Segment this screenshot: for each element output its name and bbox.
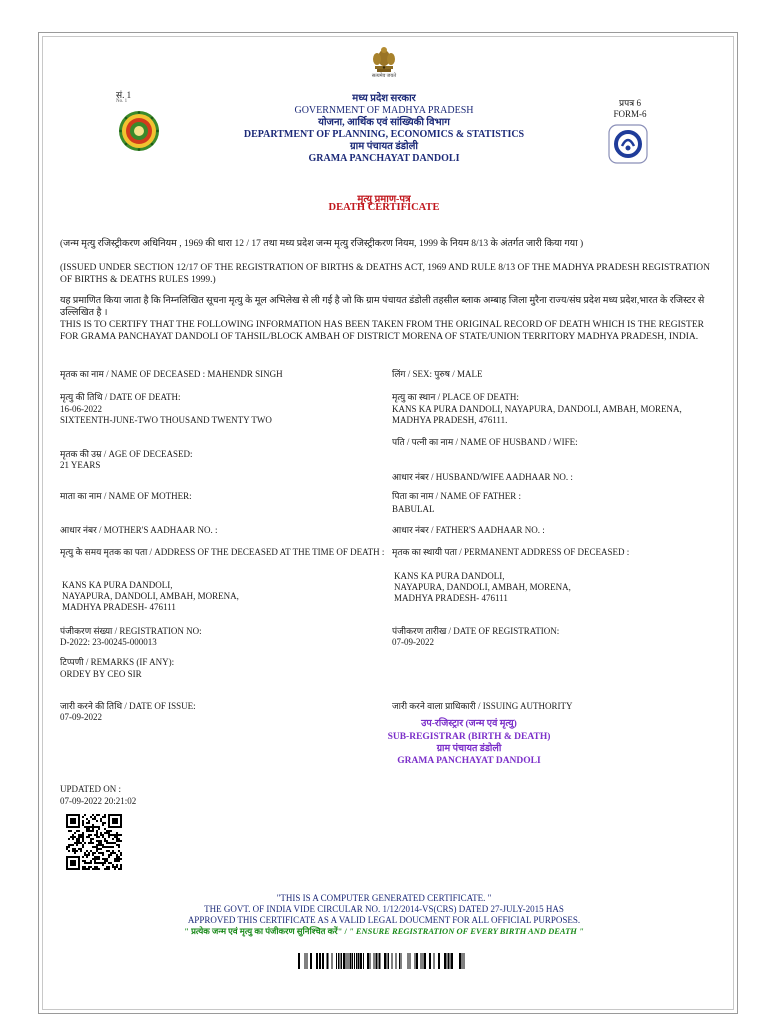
mp-state-logo-icon bbox=[118, 110, 160, 152]
qr-code-icon bbox=[66, 814, 122, 870]
state-name-en: GOVERNMENT OF MADHYA PRADESH bbox=[294, 105, 474, 116]
crs-logo-icon bbox=[608, 124, 648, 164]
footer-line3: APPROVED THIS CERTIFICATE AS A VALID LEGAL DOUCMENT FOR ALL OFFICIAL PURPOSES. bbox=[187, 915, 581, 925]
certify-text-en: THIS IS TO CERTIFY THAT THE FOLLOWING INFORMATION HAS BEEN TAKEN FROM THE ORIGINAL RECORD OF DEATH WHICH IS THE REGISTER FOR GRAMA PANCHAYAT DANDOLI OF TAHSIL/BLOCK AMBAH OF DISTRICT MORENA OF STATE/UNION TERRITORY MADHYA PRADESH, INDIA. bbox=[60, 320, 704, 342]
department-name-hi: योजना, आर्थिक एवं सांख्यिकी विभाग bbox=[318, 117, 450, 128]
sub-registrar-hi: उप-रजिस्ट्रार (जन्म एवं मृत्यु) bbox=[421, 719, 517, 729]
address-at-death-line1: KANS KA PURA DANDOLI, bbox=[62, 580, 173, 590]
certificate-title-en: DEATH CERTIFICATE bbox=[328, 202, 440, 213]
form-number-hi: प्रपत्र 6 bbox=[619, 98, 641, 108]
registration-number-label: पंजीकरण संख्या / REGISTRATION NO: bbox=[60, 626, 202, 636]
mother-name-label: माता का नाम / NAME OF MOTHER: bbox=[60, 491, 192, 501]
father-name-label: पिता का नाम / NAME OF FATHER : bbox=[392, 491, 521, 501]
mother-aadhaar-label: आधार नंबर / MOTHER'S AADHAAR NO. : bbox=[60, 525, 218, 535]
address-at-death-label: मृत्यु के समय मृतक का पता / ADDRESS OF THE DECEASED AT THE TIME OF DEATH : bbox=[60, 547, 385, 557]
date-of-death-label: मृत्यु की तिथि / DATE OF DEATH: bbox=[60, 392, 181, 402]
issued-under-en: (ISSUED UNDER SECTION 12/17 OF THE REGISTRATION OF BIRTHS & DEATHS ACT, 1969 AND RULE 8/13 OF THE MADHYA PRADESH REGISTRATION OF BIRTHS & DEATHS RULES 1999.) bbox=[60, 263, 710, 285]
permanent-address-line2: NAYAPURA, DANDOLI, AMBAH, MORENA, bbox=[394, 582, 571, 592]
age-label: मृतक की उम्र / AGE OF DECEASED: bbox=[60, 449, 193, 459]
sex-field bbox=[392, 369, 482, 380]
slogan-hi: " प्रत्येक जन्म एवं मृत्यु का पंजीकरण सुनिश्चित करें" / bbox=[184, 926, 347, 936]
updated-on-value: 07-09-2022 20:21:02 bbox=[60, 796, 137, 806]
updated-on-label: UPDATED ON : bbox=[60, 784, 122, 794]
issued-under-hi: (जन्म मृत्यु रजिस्ट्रीकरण अधिनियम , 1969 की धारा 12 / 17 तथा मध्य प्रदेश जन्म मृत्यु रजिस्ट्रीकरण नियम, 1999 के नियम 8/13 के अंतर्गत जारी किया गया ) bbox=[60, 239, 584, 249]
sub-registrar-en: SUB-REGISTRAR (BIRTH & DEATH) bbox=[387, 732, 551, 742]
permanent-address-line3: MADHYA PRADESH- 476111 bbox=[394, 593, 508, 603]
age-value: 21 YEARS bbox=[60, 460, 101, 470]
sex-value: पुरुष / MALE bbox=[434, 369, 483, 379]
remarks-value: ORDEY BY CEO SIR bbox=[60, 669, 142, 679]
office-name-hi: ग्राम पंचायत डंडोली bbox=[350, 141, 418, 152]
emblem-motto: सत्यमेव जयते bbox=[371, 74, 397, 79]
issuing-authority-label: जारी करने वाला प्राधिकारी / ISSUING AUTHORITY bbox=[392, 701, 573, 711]
deceased-name-label: मृतक का नाम / NAME OF DECEASED : bbox=[60, 369, 206, 379]
office-name-en: GRAMA PANCHAYAT DANDOLI bbox=[308, 153, 460, 164]
serial-number-hi: सं. 1 bbox=[116, 90, 132, 100]
date-of-death-value: 16-06-2022 bbox=[60, 404, 102, 414]
spouse-aadhaar-label: आधार नंबर / HUSBAND/WIFE AADHAAR NO. : bbox=[392, 472, 573, 482]
certify-text-hi: यह प्रमाणित किया जाता है कि निम्नलिखित सूचना मृत्यु के मूल अभिलेख से ली गई है जो कि ग्राम पंचायत डंडोली तहसील ब्लाक अम्बाह जिला मुरैना राज्य/संघ प्रदेश मध्य प्रदेश,भारत के रजिस्टर से उल्लिखित है । bbox=[60, 296, 705, 318]
state-name-hi: मध्य प्रदेश सरकार bbox=[352, 93, 416, 104]
national-emblem-icon bbox=[368, 44, 400, 78]
form-number-en: FORM-6 bbox=[613, 109, 647, 119]
registration-number-value: D-2022: 23-00245-000013 bbox=[60, 637, 157, 647]
footer-slogan bbox=[104, 926, 664, 937]
place-of-death-label: मृत्यु का स्थान / PLACE OF DEATH: bbox=[392, 392, 519, 402]
authority-office-hi: ग्राम पंचायत डंडोली bbox=[436, 744, 502, 754]
serial-number-en: No. 1 bbox=[116, 99, 128, 104]
sex-label: लिंग / SEX: bbox=[392, 369, 433, 379]
place-of-death-line1: KANS KA PURA DANDOLI, NAYAPURA, DANDOLI, AMBAH, MORENA, bbox=[392, 404, 682, 414]
certificate-inner-border bbox=[42, 36, 734, 1010]
barcode-icon bbox=[298, 953, 470, 969]
address-at-death-line3: MADHYA PRADESH- 476111 bbox=[62, 602, 176, 612]
father-name-value: BABULAL bbox=[392, 504, 435, 514]
permanent-address-label: मृतक का स्थायी पता / PERMANENT ADDRESS OF DECEASED : bbox=[392, 547, 630, 557]
footer-line2: THE GOVT. OF INDIA VIDE CIRCULAR NO. 1/12/2014-VS(CRS) DATED 27-JULY-2015 HAS bbox=[204, 904, 564, 914]
deceased-name-field bbox=[60, 369, 283, 380]
date-of-death-words: SIXTEENTH-JUNE-TWO THOUSAND TWENTY TWO bbox=[60, 415, 272, 425]
father-aadhaar-label: आधार नंबर / FATHER'S AADHAAR NO. : bbox=[392, 525, 545, 535]
date-of-issue-label: जारी करने की तिथि / DATE OF ISSUE: bbox=[60, 701, 196, 711]
deceased-name-value: MAHENDR SINGH bbox=[207, 369, 283, 379]
place-of-death-line2: MADHYA PRADESH, 476111. bbox=[392, 415, 508, 425]
registration-date-label: पंजीकरण तारीख / DATE OF REGISTRATION: bbox=[392, 626, 560, 636]
registration-date-value: 07-09-2022 bbox=[392, 637, 434, 647]
authority-office-en: GRAMA PANCHAYAT DANDOLI bbox=[397, 756, 541, 766]
remarks-label: टिप्पणी / REMARKS (IF ANY): bbox=[60, 657, 175, 667]
date-of-issue-value: 07-09-2022 bbox=[60, 712, 102, 722]
slogan-en: " ENSURE REGISTRATION OF EVERY BIRTH AND DEATH " bbox=[349, 926, 584, 936]
certificate-title-hi: मृत्यु प्रमाण-पत्र bbox=[357, 194, 411, 205]
address-at-death-line2: NAYAPURA, DANDOLI, AMBAH, MORENA, bbox=[62, 591, 239, 601]
permanent-address-line1: KANS KA PURA DANDOLI, bbox=[394, 571, 505, 581]
department-name-en: DEPARTMENT OF PLANNING, ECONOMICS & STATISTICS bbox=[243, 129, 525, 140]
footer-line1: "THIS IS A COMPUTER GENERATED CERTIFICATE. " bbox=[276, 893, 492, 903]
spouse-name-label: पति / पत्नी का नाम / NAME OF HUSBAND / WIFE: bbox=[392, 437, 578, 447]
